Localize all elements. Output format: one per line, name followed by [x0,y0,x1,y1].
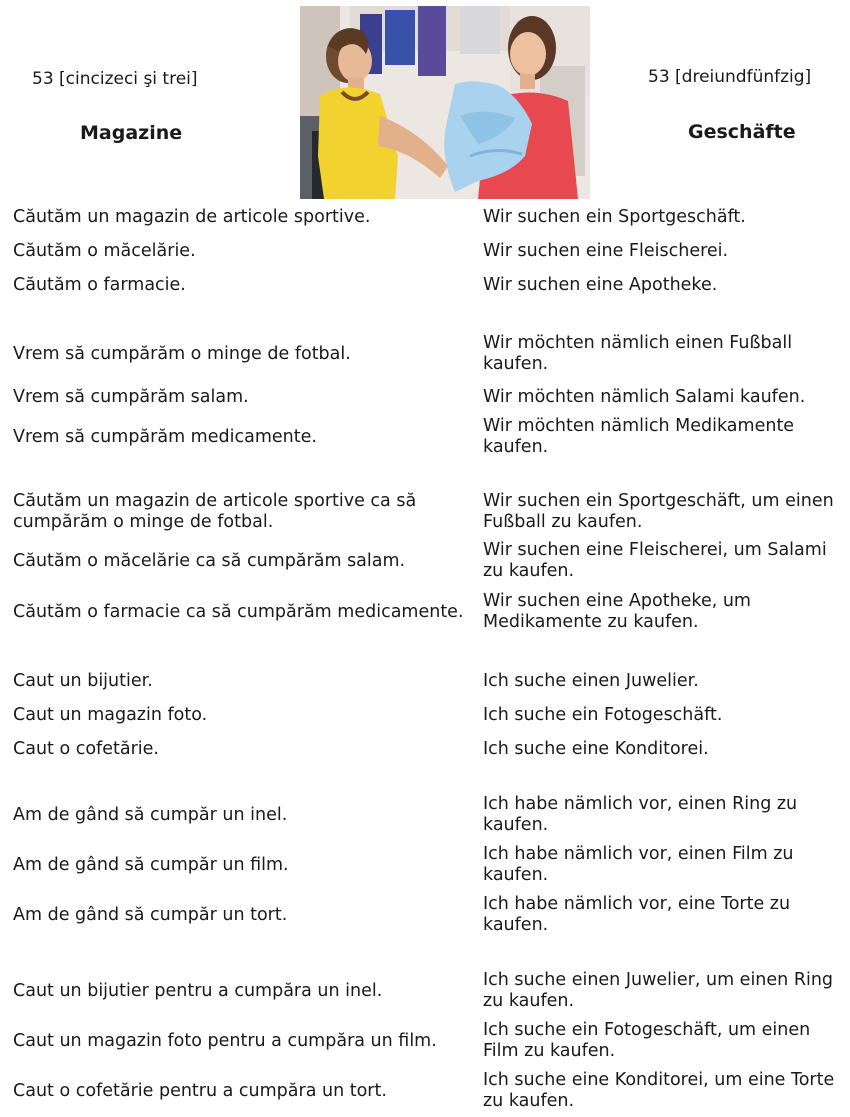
romanian-phrase: Vrem să cumpărăm medicamente. [13,426,317,447]
german-phrase: Wir möchten nämlich Salami kaufen. [483,386,806,407]
german-phrase: Wir möchten nämlich einen Fußball kaufen. [483,333,793,374]
romanian-phrase: Caut un bijutier. [13,670,153,691]
phrase-row [0,488,850,536]
german-phrase: Ich habe nämlich vor, einen Film zu kaufen. [483,844,794,885]
german-phrase: Ich suche eine Konditorei. [483,738,709,759]
right-header-number: 53 [dreiundfünfzig] [648,67,812,87]
german-phrase: Ich suche eine Konditorei, um eine Torte zu kaufen. [483,1070,835,1111]
romanian-phrase: Căutăm un magazin de articole sportive ca să cumpărăm o minge de fotbal. [13,491,417,532]
phrase-row [0,268,850,302]
german-phrase: Wir suchen eine Fleischerei. [483,240,729,261]
german-phrase: Wir suchen eine Fleischerei, um Salami zu kaufen. [483,540,827,581]
phrase-row [0,586,850,638]
romanian-phrase: Am de gând să cumpăr un film. [13,854,289,875]
romanian-phrase: Vrem să cumpărăm salam. [13,386,249,407]
shopping-women-photo [300,6,590,199]
romanian-phrase: Am de gând să cumpăr un tort. [13,904,288,925]
phrase-row [0,890,850,940]
phrase-row [0,1066,850,1116]
phrase-row [0,326,850,382]
phrase-row [0,234,850,268]
phrase-row [0,412,850,462]
german-phrase: Ich suche einen Juwelier. [483,670,699,691]
phrase-row [0,200,850,234]
romanian-phrase: Caut o cofetărie pentru a cumpăra un tort. [13,1080,387,1101]
phrase-row [0,790,850,840]
romanian-phrase: Am de gând să cumpăr un inel. [13,804,288,825]
romanian-phrase: Caut un magazin foto pentru a cumpăra un film. [13,1030,437,1051]
romanian-phrase: Căutăm o măcelărie ca să cumpărăm salam. [13,550,406,571]
romanian-phrase: Caut un magazin foto. [13,704,208,725]
german-phrase: Wir suchen eine Apotheke, um Medikamente zu kaufen. [483,591,751,632]
german-phrase: Wir suchen ein Sportgeschäft, um einen Fußball zu kaufen. [483,491,834,532]
phrase-row [0,536,850,586]
romanian-phrase: Căutăm un magazin de articole sportive. [13,206,371,227]
right-header-title: Geschäfte [688,121,796,143]
german-phrase: Ich suche einen Juwelier, um einen Ring zu kaufen. [483,970,834,1011]
romanian-phrase: Căutăm o măcelărie. [13,240,196,261]
german-phrase: Ich habe nämlich vor, eine Torte zu kaufen. [483,894,791,935]
german-phrase: Wir suchen ein Sportgeschäft. [483,206,746,227]
romanian-phrase: Căutăm o farmacie. [13,274,186,295]
romanian-phrase: Vrem să cumpărăm o minge de fotbal. [13,343,351,364]
romanian-phrase: Căutăm o farmacie ca să cumpărăm medicamente. [13,601,464,622]
phrase-row [0,966,850,1016]
german-phrase: Wir suchen eine Apotheke. [483,274,718,295]
left-header-number: 53 [cincizeci şi trei] [32,69,198,89]
german-phrase: Ich habe nämlich vor, einen Ring zu kaufen. [483,794,798,835]
romanian-phrase: Caut o cofetărie. [13,738,159,759]
phrase-row [0,664,850,698]
german-phrase: Wir möchten nämlich Medikamente kaufen. [483,416,795,457]
phrase-row [0,382,850,412]
german-phrase: Ich suche ein Fotogeschäft. [483,704,723,725]
romanian-phrase: Caut un bijutier pentru a cumpăra un inel. [13,980,383,1001]
phrase-row [0,698,850,732]
german-phrase: Ich suche ein Fotogeschäft, um einen Film zu kaufen. [483,1020,811,1061]
left-header-title: Magazine [80,122,183,144]
phrase-row [0,840,850,890]
phrase-row [0,732,850,766]
phrase-row [0,1016,850,1066]
